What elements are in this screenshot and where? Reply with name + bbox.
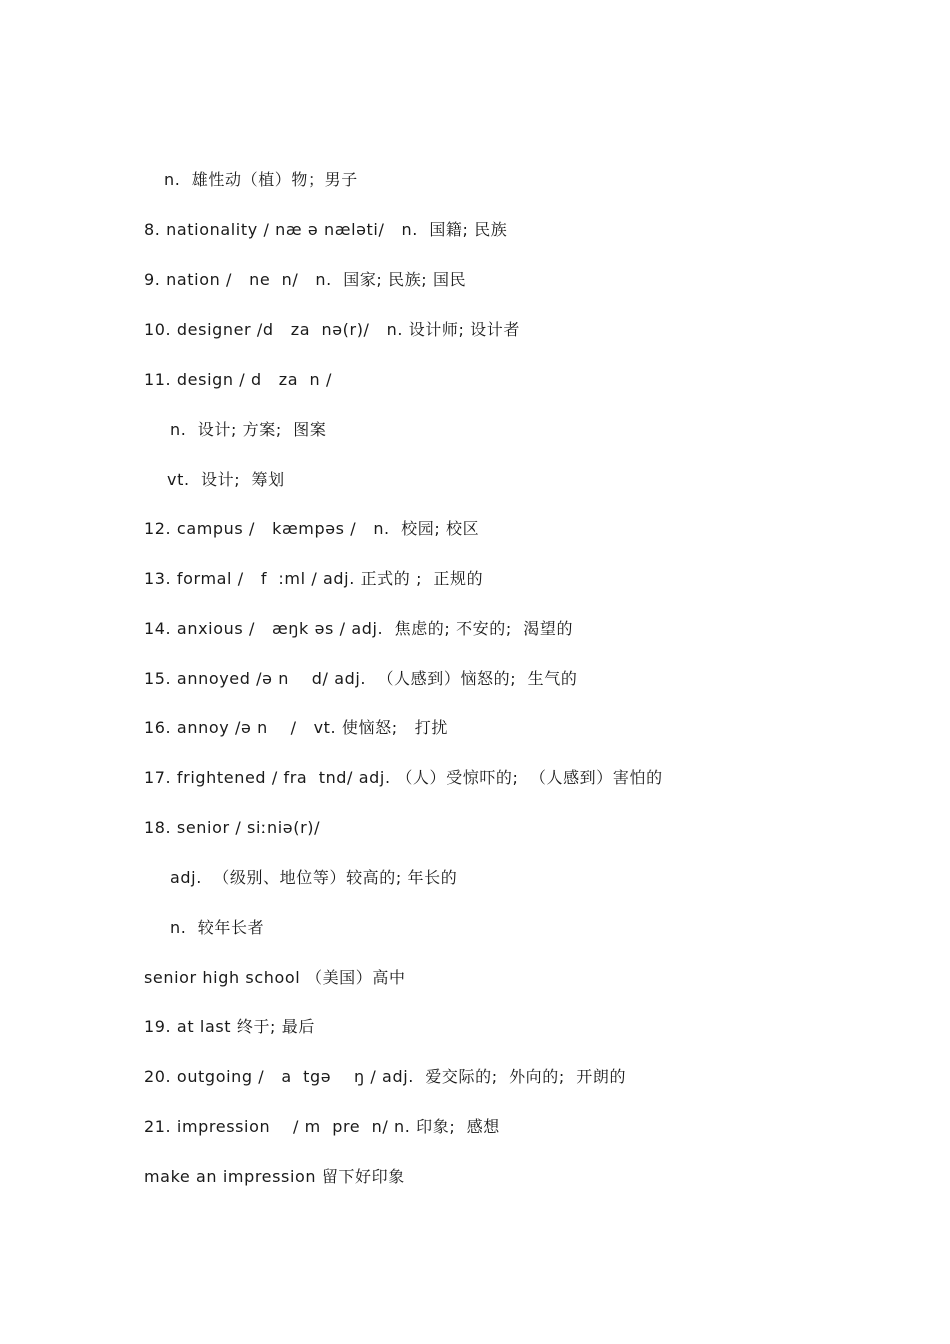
phrase-senior-high-school: senior high school （美国）高中 — [144, 968, 406, 987]
entry-annoyed: 15. annoyed /ә n d/ adj. （人感到）恼怒的; 生气的 — [144, 669, 578, 688]
definition-design-noun: n. 设计; 方案; 图案 — [170, 420, 327, 439]
entry-senior: 18. senior / siːniә(r)/ — [144, 818, 321, 837]
definition-senior-noun: n. 较年长者 — [170, 918, 265, 937]
entry-campus: 12. campus / kæmpәs / n. 校园; 校区 — [144, 519, 480, 538]
entry-at-last: 19. at last 终于; 最后 — [144, 1017, 315, 1036]
entry-impression: 21. impression / m pre n/ n. 印象; 感想 — [144, 1117, 500, 1136]
entry-frightened: 17. frightened / fra tnd/ adj. （人）受惊吓的; （人感到）害怕的 — [144, 768, 663, 787]
entry-outgoing: 20. outgoing / a tgә ŋ / adj. 爱交际的; 外向的; 开朗的 — [144, 1067, 627, 1086]
entry-anxious: 14. anxious / æŋk әs / adj. 焦虑的; 不安的; 渴望的 — [144, 619, 574, 638]
entry-nationality: 8. nationality / næ ə nælәti/ n. 国籍; 民族 — [144, 220, 508, 239]
definition-design-verb: vt. 设计; 筹划 — [167, 470, 285, 489]
entry-design: 11. design / d za n / — [144, 370, 332, 389]
entry-formal: 13. formal / f :ml / adj. 正式的 ; 正规的 — [144, 569, 484, 588]
entry-designer: 10. designer /d za nә(r)/ n. 设计师; 设计者 — [144, 320, 520, 339]
phrase-make-an-impression: make an impression 留下好印象 — [144, 1167, 405, 1186]
entry-annoy: 16. annoy /ә n / vt. 使恼怒; 打扰 — [144, 718, 448, 737]
definition-male: n. 雄性动（植）物；男子 — [164, 170, 358, 189]
definition-senior-adj: adj. （级别、地位等）较高的; 年长的 — [170, 868, 458, 887]
entry-nation: 9. nation / ne n/ n. 国家; 民族; 国民 — [144, 270, 467, 289]
